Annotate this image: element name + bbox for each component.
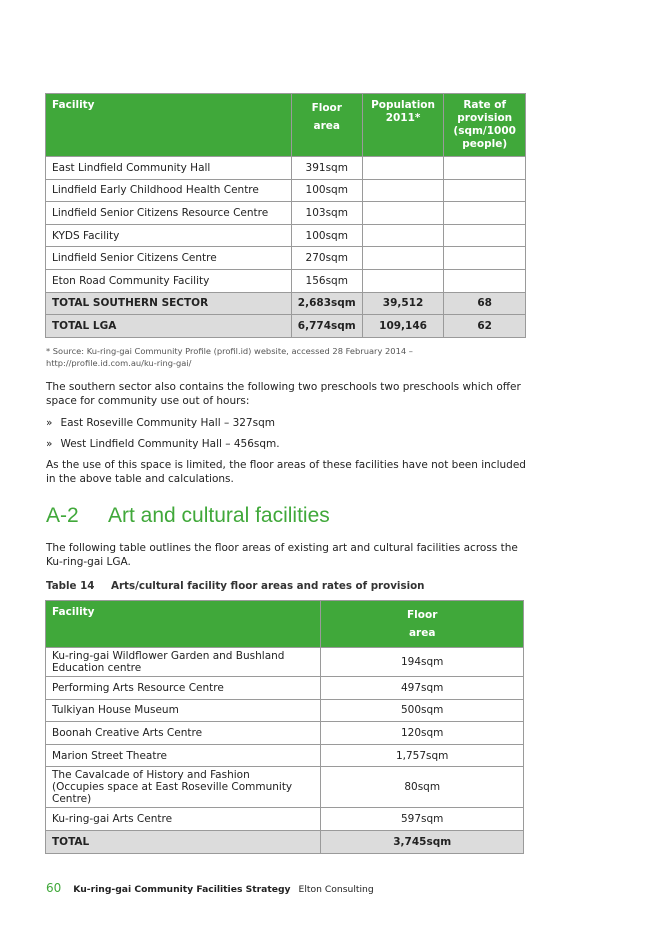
- document-title: Ku-ring-gai Community Facilities Strategy: [73, 884, 291, 895]
- floor-area: 103sqm: [291, 202, 362, 225]
- facility-name: Boonah Creative Arts Centre: [46, 722, 321, 745]
- rate: [444, 224, 526, 247]
- floor-area: 194sqm: [321, 648, 524, 677]
- total-label: TOTAL LGA: [46, 315, 292, 338]
- header-rate-line1: Rate of: [463, 99, 507, 111]
- rate: [444, 157, 526, 180]
- table-caption: [46, 580, 425, 592]
- total-population: 39,512: [362, 292, 444, 315]
- facility-name: [46, 767, 321, 808]
- population: [362, 224, 444, 247]
- bullet-marker: »: [46, 438, 53, 450]
- facility-name: [46, 648, 321, 677]
- rate: [444, 269, 526, 292]
- facility-name: Lindfield Early Childhood Health Centre: [46, 179, 292, 202]
- table-row: [46, 269, 526, 292]
- section-number: A-2: [46, 504, 79, 527]
- table-row: [46, 202, 526, 225]
- header-population: [362, 94, 444, 157]
- header-population-line1: Population: [371, 99, 435, 111]
- bullet-item: [46, 416, 275, 430]
- bullet-text: West Lindfield Community Hall – 456sqm.: [60, 438, 280, 450]
- floor-area: 80sqm: [321, 767, 524, 808]
- header-floor-line2: area: [408, 627, 436, 639]
- arts-facilities-table: [45, 600, 524, 854]
- floor-area: 156sqm: [291, 269, 362, 292]
- facility-name-line1: The Cavalcade of History and Fashion: [52, 769, 250, 782]
- floor-area: 1,757sqm: [321, 744, 524, 767]
- floor-area: 120sqm: [321, 722, 524, 745]
- table-row: [46, 767, 524, 808]
- header-floor-line1: Floor: [407, 609, 438, 621]
- header-rate: [444, 94, 526, 157]
- table-row: [46, 247, 526, 270]
- table-row: [46, 722, 524, 745]
- header-population-line2: 2011*: [385, 112, 421, 124]
- rate: [444, 179, 526, 202]
- page-footer: [46, 881, 374, 895]
- total-area: 6,774sqm: [291, 315, 362, 338]
- table-header-row: [46, 601, 524, 648]
- facility-name: Marion Street Theatre: [46, 744, 321, 767]
- total-row-lga: [46, 315, 526, 338]
- total-row-southern: [46, 292, 526, 315]
- floor-area: 270sqm: [291, 247, 362, 270]
- section-title: Art and cultural facilities: [108, 504, 330, 527]
- facility-name-line2: (Occupies space at East Roseville Community Centre): [52, 781, 293, 806]
- bullet-marker: »: [46, 417, 53, 429]
- header-rate-line4: people): [462, 138, 508, 150]
- bullet-item: [46, 437, 280, 451]
- header-rate-line3: (sqm/1000: [453, 125, 516, 137]
- total-area: 3,745sqm: [321, 830, 524, 853]
- facility-name-line2: Education centre: [52, 662, 142, 674]
- facility-name: East Lindfield Community Hall: [46, 157, 292, 180]
- rate: [444, 247, 526, 270]
- table-row: [46, 224, 526, 247]
- table-row: [46, 744, 524, 767]
- facility-name: Ku-ring-gai Arts Centre: [46, 808, 321, 831]
- floor-area: 100sqm: [291, 179, 362, 202]
- header-floor-area: [291, 94, 362, 157]
- table-row: [46, 157, 526, 180]
- facility-name: Eton Road Community Facility: [46, 269, 292, 292]
- population: [362, 269, 444, 292]
- caption-number: Table 14: [46, 580, 95, 592]
- header-facility: Facility: [46, 601, 321, 648]
- rate: [444, 202, 526, 225]
- facility-name: Lindfield Senior Citizens Centre: [46, 247, 292, 270]
- population: [362, 179, 444, 202]
- document-author: Elton Consulting: [298, 884, 374, 895]
- header-facility: Facility: [46, 94, 292, 157]
- facility-name: Tulkiyan House Museum: [46, 699, 321, 722]
- bullet-text: East Roseville Community Hall – 327sqm: [60, 417, 275, 429]
- table-header-row: [46, 94, 526, 157]
- total-rate: 68: [444, 292, 526, 315]
- floor-area: 100sqm: [291, 224, 362, 247]
- header-rate-line2: provision: [457, 112, 513, 124]
- section-heading: [46, 504, 330, 528]
- total-label: TOTAL: [46, 830, 321, 853]
- southern-sector-facilities-table: [45, 93, 526, 338]
- table-row: [46, 677, 524, 700]
- total-label: TOTAL SOUTHERN SECTOR: [46, 292, 292, 315]
- population: [362, 202, 444, 225]
- total-area: 2,683sqm: [291, 292, 362, 315]
- floor-area: 391sqm: [291, 157, 362, 180]
- total-rate: 62: [444, 315, 526, 338]
- paragraph-limited-use: As the use of this space is limited, the floor areas of these facilities have not been included in the above table and calculations.: [46, 459, 526, 485]
- facility-name-line1: Ku-ring-gai Wildflower Garden and Bushland: [52, 650, 285, 662]
- paragraph-arts-intro: The following table outlines the floor areas of existing art and cultural facilities across the Ku-ring-gai LGA.: [46, 542, 518, 568]
- table-row: [46, 808, 524, 831]
- population: [362, 247, 444, 270]
- facility-name: Lindfield Senior Citizens Resource Centre: [46, 202, 292, 225]
- table-row: [46, 699, 524, 722]
- total-population: 109,146: [362, 315, 444, 338]
- header-floor-area: [321, 601, 524, 648]
- page-number: 60: [46, 881, 62, 895]
- header-floor-line1: Floor: [311, 102, 342, 114]
- table-row: [46, 648, 524, 677]
- facility-name: KYDS Facility: [46, 224, 292, 247]
- floor-area: 500sqm: [321, 699, 524, 722]
- paragraph-preschools: The southern sector also contains the following two preschools two preschools which offer space for community use out of hours:: [46, 381, 521, 407]
- caption-text: Arts/cultural facility floor areas and rates of provision: [111, 580, 425, 592]
- population: [362, 157, 444, 180]
- floor-area: 597sqm: [321, 808, 524, 831]
- header-floor-line2: area: [313, 120, 340, 132]
- facility-name: Performing Arts Resource Centre: [46, 677, 321, 700]
- floor-area: 497sqm: [321, 677, 524, 700]
- table-footnote: * Source: Ku-ring-gai Community Profile (profil.id) website, accessed 28 February 2014 – http://profile.id.com.au/ku-ring-gai/: [46, 346, 413, 368]
- table-row: [46, 179, 526, 202]
- total-row: [46, 830, 524, 853]
